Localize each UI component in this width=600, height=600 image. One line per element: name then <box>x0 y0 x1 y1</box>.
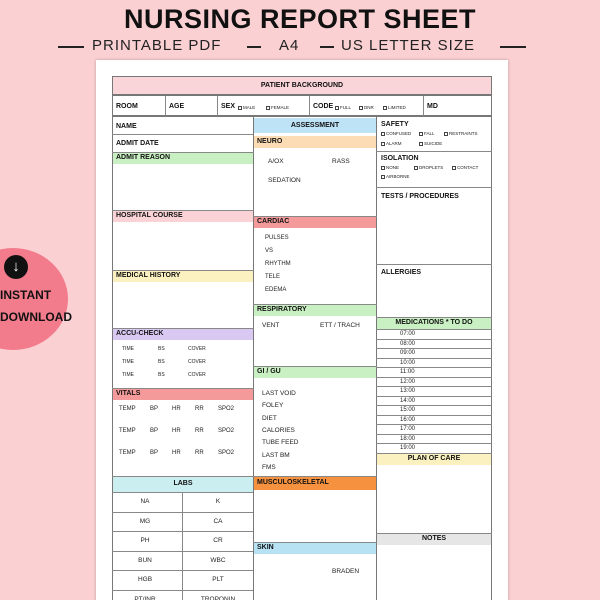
labs-cell: WBC <box>210 556 226 564</box>
med-time: 07:00 <box>400 331 416 337</box>
allergies-label: ALLERGIES <box>381 269 422 276</box>
badge-line-1: INSTANT <box>0 288 52 302</box>
section-divider <box>376 453 492 454</box>
med-row-line <box>376 329 492 330</box>
med-time: 17:00 <box>400 426 416 432</box>
vitals-cell: BP <box>150 406 159 412</box>
restraints-checkbox[interactable]: RESTRAINTS <box>444 131 478 136</box>
cardiac-item: TELE <box>265 274 281 280</box>
ett-trach-label: ETT / TRACH <box>320 322 360 329</box>
vitals-cell: SPO2 <box>218 428 235 434</box>
section-divider <box>376 317 492 318</box>
med-time: 14:00 <box>400 397 416 404</box>
report-sheet <box>96 60 508 600</box>
braden-label: BRADEN <box>332 568 360 575</box>
medications-header: MEDICATIONS * TO DO <box>377 317 491 329</box>
middle-column <box>253 116 377 600</box>
med-row-line <box>376 348 492 349</box>
med-time: 15:00 <box>400 407 416 413</box>
fall-checkbox[interactable]: FALL <box>419 131 435 136</box>
notes-header: NOTES <box>377 533 491 545</box>
vitals-cell: HR <box>172 428 181 434</box>
accu-cell: BS <box>158 346 165 352</box>
musculoskeletal-header: MUSCULOSKELETAL <box>254 476 376 490</box>
vitals-cell: RR <box>195 406 204 412</box>
plan-of-care-header: PLAN OF CARE <box>377 453 491 465</box>
contact-checkbox[interactable]: CONTACT <box>452 165 478 170</box>
md-label: MD <box>427 103 438 110</box>
sex-label: SEX <box>221 103 236 110</box>
suicide-checkbox[interactable]: SUICIDE <box>419 141 442 146</box>
accu-cell: COVER <box>188 372 206 378</box>
med-row-line <box>376 424 492 425</box>
labs-cell: TROPONIN <box>200 595 236 600</box>
vitals-cell: HR <box>172 406 181 412</box>
subtitle-size-a4: A4 <box>279 37 300 54</box>
labs-cell: K <box>215 498 221 505</box>
med-row-line <box>376 443 492 444</box>
code-label: CODE <box>313 103 334 110</box>
rass-label: RASS <box>332 158 350 165</box>
subtitle-size-letter: US LETTER SIZE <box>341 37 476 54</box>
med-time: 16:00 <box>400 416 416 423</box>
labs-row-line <box>112 512 254 513</box>
instant-download-badge[interactable] <box>0 248 72 350</box>
med-row-line <box>376 434 492 435</box>
patient-background-bar <box>112 76 492 95</box>
section-divider <box>112 270 254 271</box>
gi-item: FOLEY <box>262 402 284 410</box>
vitals-cell: RR <box>195 450 204 456</box>
gi-item: LAST BM <box>262 451 290 459</box>
cardiac-header: CARDIAC <box>254 216 376 228</box>
labs-row-line <box>112 590 254 591</box>
accu-cell: TIME <box>122 359 134 365</box>
cardiac-item: PULSES <box>265 235 289 241</box>
age-label: AGE <box>169 103 185 110</box>
med-time: 10:00 <box>400 359 416 366</box>
med-time: 08:00 <box>400 340 416 347</box>
left-column <box>112 116 254 600</box>
gi-gu-header: GI / GU <box>254 366 376 378</box>
accu-cell: TIME <box>122 346 134 352</box>
subtitle-format: PRINTABLE PDF <box>92 37 222 54</box>
vitals-cell: RR <box>195 428 204 434</box>
download-icon: ↓ <box>4 255 28 279</box>
labs-cell: HGB <box>137 576 153 583</box>
labs-row-line <box>112 492 254 493</box>
vitals-cell: BP <box>150 450 159 456</box>
med-time: 13:00 <box>400 388 416 394</box>
medical-history-header: MEDICAL HISTORY <box>113 270 253 282</box>
section-divider <box>253 542 377 543</box>
labs-cell: MG <box>139 517 151 525</box>
sedation-label: SEDATION <box>268 177 301 184</box>
med-row-line <box>376 339 492 340</box>
page-title: NURSING REPORT SHEET <box>123 4 477 34</box>
med-row-line <box>376 367 492 368</box>
accu-cell: BS <box>158 372 165 378</box>
labs-cell: NA <box>140 498 150 505</box>
cardiac-item: RHYTHM <box>265 261 291 267</box>
gi-item: TUBE FEED <box>262 439 299 447</box>
med-row-line <box>376 396 492 397</box>
labs-header: LABS <box>113 476 253 492</box>
section-divider <box>253 366 377 367</box>
dnr-checkbox[interactable]: DNR <box>359 105 374 110</box>
patient-background-label: PATIENT BACKGROUND <box>260 82 344 89</box>
admit-date-label: ADMIT DATE <box>116 140 159 147</box>
room-label: ROOM <box>116 103 138 110</box>
labs-cell: PH <box>140 537 150 544</box>
med-row-line <box>376 386 492 387</box>
assessment-header: ASSESSMENT <box>254 118 376 133</box>
accu-cell: BS <box>158 359 165 365</box>
skin-header: SKIN <box>254 542 376 554</box>
airborne-checkbox[interactable]: AIRBORNE <box>381 174 410 179</box>
vitals-header: VITALS <box>113 388 253 400</box>
vitals-cell: TEMP <box>119 406 136 412</box>
respiratory-header: RESPIRATORY <box>254 304 376 316</box>
med-time: 11:00 <box>400 369 415 375</box>
accu-check-header: ACCU-CHECK <box>113 328 253 340</box>
section-divider <box>112 476 254 477</box>
isolation-label: ISOLATION <box>381 155 419 162</box>
vent-label: VENT <box>262 322 280 329</box>
dash <box>320 46 334 48</box>
admit-reason-header: ADMIT REASON <box>113 152 253 164</box>
section-divider <box>112 388 254 389</box>
alarm-checkbox[interactable]: ALARM <box>381 141 402 146</box>
vitals-cell: TEMP <box>119 428 136 434</box>
med-time: 19:00 <box>400 445 416 451</box>
labs-cell: PT/INR <box>134 595 156 600</box>
gi-item: DIET <box>262 414 277 422</box>
accu-cell: COVER <box>188 359 206 365</box>
name-label: NAME <box>116 123 137 130</box>
safety-label: SAFETY <box>381 121 409 128</box>
subtitle <box>0 37 600 57</box>
gi-item: LAST VOID <box>262 390 296 397</box>
labs-cell: CA <box>213 517 223 525</box>
cardiac-item: EDEMA <box>265 287 287 293</box>
aox-label: A/OX <box>268 158 284 165</box>
med-row-line <box>376 358 492 359</box>
male-checkbox[interactable]: MALE <box>238 105 255 110</box>
med-row-line <box>376 405 492 406</box>
vitals-cell: SPO2 <box>218 406 235 412</box>
none-checkbox[interactable]: NONE <box>381 165 399 170</box>
tests-procedures-label: TESTS / PROCEDURES <box>381 193 459 200</box>
vitals-cell: HR <box>172 450 181 456</box>
vitals-cell: SPO2 <box>218 450 235 456</box>
gi-item: CALORIES <box>262 426 295 434</box>
full-code-checkbox[interactable]: FULL <box>335 105 351 110</box>
patient-info-row <box>112 95 492 116</box>
dash <box>500 46 526 48</box>
limited-checkbox[interactable]: LIMITED <box>383 105 406 110</box>
dash <box>58 46 84 48</box>
med-time: 09:00 <box>400 350 416 356</box>
labs-divider <box>182 492 183 600</box>
labs-cell: BUN <box>138 556 152 564</box>
med-time: 18:00 <box>400 435 416 442</box>
confused-checkbox[interactable]: CONFUSED <box>381 131 411 136</box>
med-time: 12:00 <box>400 378 416 385</box>
badge-line-2: DOWNLOAD <box>0 310 72 324</box>
hospital-course-header: HOSPITAL COURSE <box>113 210 253 222</box>
labs-row-line <box>112 570 254 571</box>
vitals-cell: BP <box>150 428 159 434</box>
neuro-header: NEURO <box>254 136 376 148</box>
section-divider <box>253 216 377 217</box>
section-divider <box>253 304 377 305</box>
section-divider <box>376 533 492 534</box>
section-divider <box>112 328 254 329</box>
labs-row-line <box>112 551 254 552</box>
cardiac-item: VS <box>265 248 274 254</box>
female-checkbox[interactable]: FEMALE <box>266 105 289 110</box>
labs-cell: PLT <box>212 576 224 583</box>
droplets-checkbox[interactable]: DROPLETS <box>414 165 443 170</box>
med-row-line <box>376 415 492 416</box>
accu-cell: TIME <box>122 372 134 378</box>
gi-item: FMS <box>262 463 276 471</box>
labs-cell: CR <box>213 537 223 544</box>
accu-cell: COVER <box>188 346 206 352</box>
dash <box>247 46 261 48</box>
vitals-cell: TEMP <box>119 450 136 456</box>
labs-row-line <box>112 531 254 532</box>
section-divider <box>112 210 254 211</box>
med-row-line <box>376 377 492 378</box>
section-divider <box>253 476 377 477</box>
